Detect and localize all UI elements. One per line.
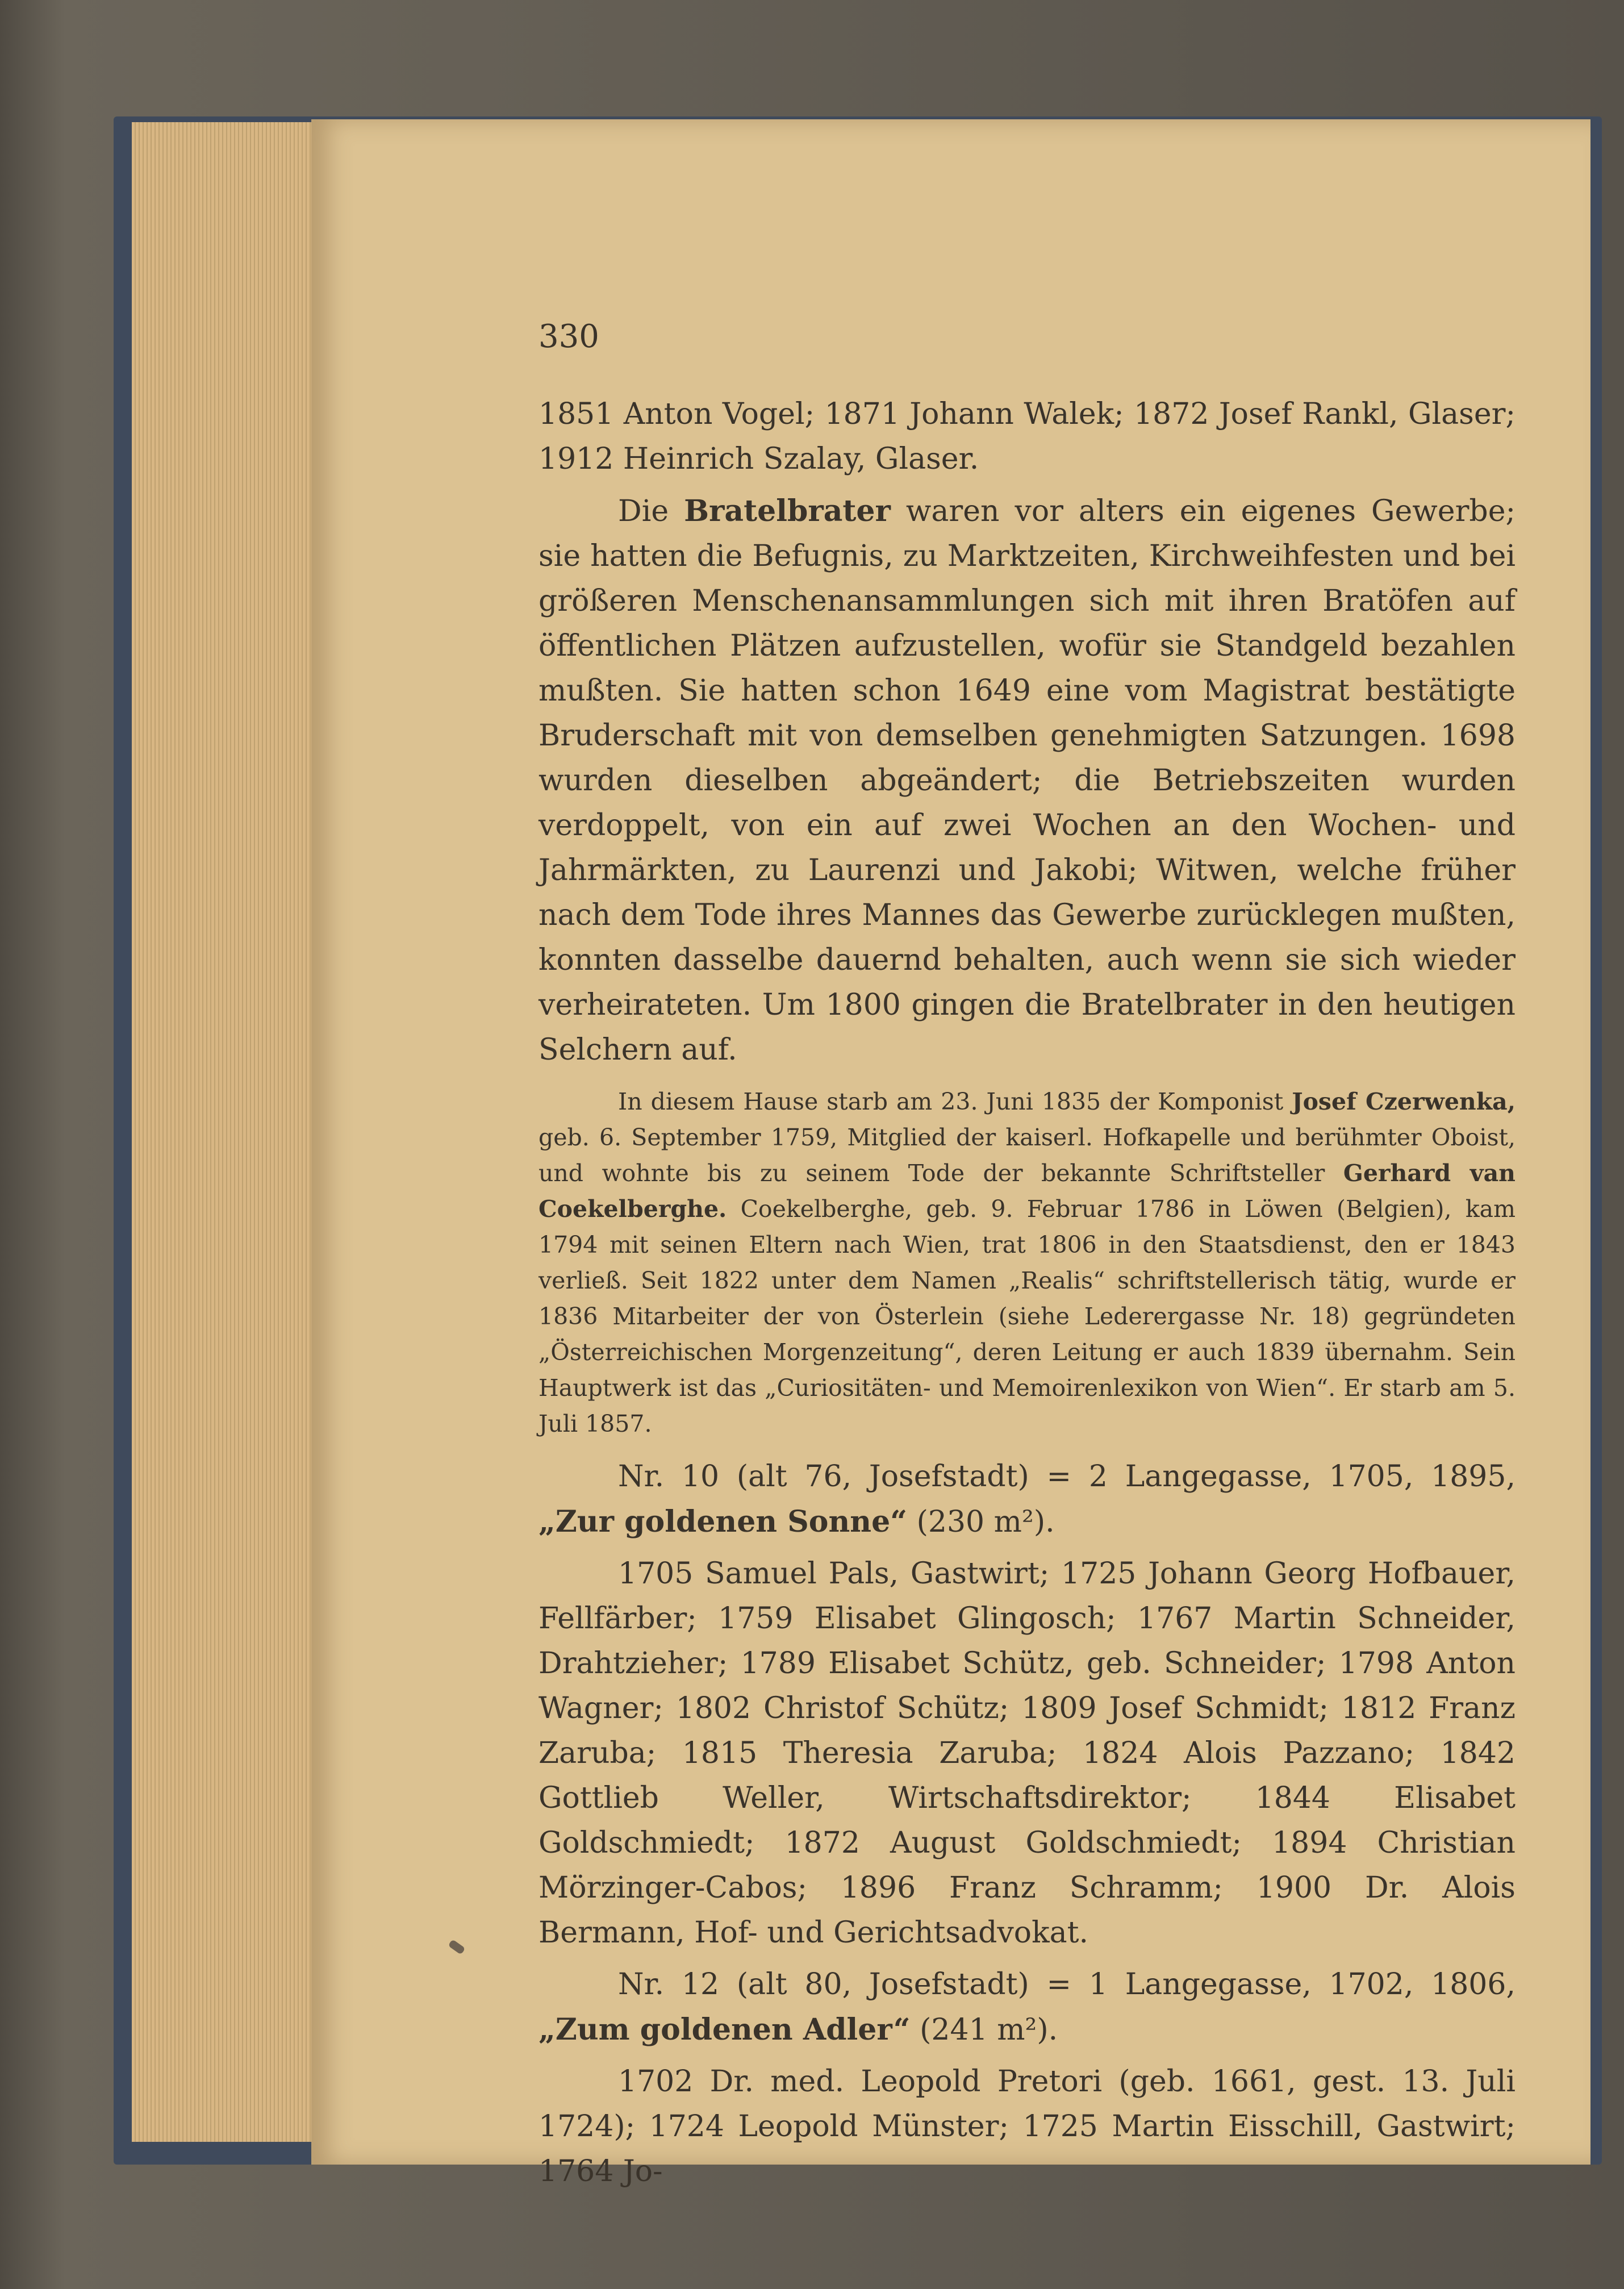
house-name: „Zur goldenen Sonne“ — [538, 1504, 908, 1539]
note-bold-name-1: Josef Czerwenka, — [1292, 1088, 1516, 1115]
page-edges — [132, 122, 325, 2142]
owners-text: 1705 Samuel Pals, Gastwirt; 1725 Johann Georg Hofbauer, Fellfärber; 1759 Elisabet Glingosch; 1767 Martin Schneider, Drahtzieher; 1789 Elisabet Schütz, geb. Schneider; 1798 Anton Wagner; 1802 Christof Schütz; 1809 Josef Schmidt; 1812 Franz Zaruba; 1815 Theresia Zaruba; 1824 Alois Pazzano; 1842 Gottlieb Weller, Wirtschaftsdirektor; 1844 Elisabet Goldschmiedt; 1872 August Goldschmiedt; 1894 Christian Mörzinger-Cabos; 1896 Franz Schramm; 1900 Dr. Alois Bermann, Hof- und Gerichtsadvokat. — [538, 1557, 1516, 1950]
note-text-1: In diesem Hause starb am 23. Juni 1835 der Komponist — [618, 1088, 1292, 1115]
page-text — [538, 392, 1516, 2194]
note-bold-name-2: Gerhard van Coekelberghe. — [538, 1160, 1516, 1223]
entry-area: (241 m²). — [910, 2013, 1058, 2047]
entry-area: (230 m²). — [907, 1505, 1055, 1539]
paragraph-text: 1851 Anton Vogel; 1871 Johann Walek; 1872 Josef Rankl, Glaser; 1912 Heinrich Szalay, Glaser. — [538, 397, 1516, 476]
paragraph-bratelbrater — [538, 489, 1516, 1073]
entry-nr10-heading — [538, 1454, 1516, 1545]
paragraph-glaser-list — [538, 392, 1516, 482]
page-number: 330 — [538, 318, 599, 355]
owners-text: 1702 Dr. med. Leopold Pretori (geb. 1661, gest. 13. Juli 1724); 1724 Leopold Münster; 1725 Martin Eisschill, Gastwirt; 1764 Jo- — [538, 2065, 1516, 2188]
bold-term: Bratelbrater — [684, 494, 891, 528]
entry-nr12-owners — [538, 2059, 1516, 2194]
historical-note — [538, 1084, 1516, 1442]
note-text-3: Coekelberghe, geb. 9. Februar 1786 in Löwen (Belgien), kam 1794 mit seinen Eltern nach Wien, trat 1806 in den Staatsdienst, den er 1843 verließ. Seit 1822 unter dem Namen „Realis“ schriftstellerisch tätig, wurde er 1836 Mitarbeiter der von Österlein (siehe Lederergasse Nr. 18) gegründeten „Österreichischen Morgenzeitung“, deren Leitung er auch 1839 übernahm. Sein Hauptwerk ist das „Curiositäten- und Memoirenlexikon von Wien“. Er starb am 5. Juli 1857. — [538, 1195, 1516, 1437]
entry-nr10-owners — [538, 1552, 1516, 1956]
house-name: „Zum goldenen Adler“ — [538, 2012, 911, 2047]
note-text-2: geb. 6. September 1759, Mitglied der kaiserl. Hofkapelle und berühmter Oboist, und wohnte bis zu seinem Tode der bekannte Schriftsteller — [538, 1124, 1516, 1187]
paragraph-text: waren vor alters ein eigenes Gewerbe; sie hatten die Befugnis, zu Marktzeiten, Kirchweihfesten und bei größeren Menschenansammlungen sich mit ihren Bratöfen auf öffentlichen Plätzen aufzustellen, wofür sie Standgeld bezahlen mußten. Sie hatten schon 1649 eine vom Magistrat bestätigte Bruderschaft mit von demselben genehmigten Satzungen. 1698 wurden dieselben abgeändert; die Betriebszeiten wurden verdoppelt, von ein auf zwei Wochen an den Wochen- und Jahrmärkten, zu Laurenzi und Jakobi; Witwen, welche früher nach dem Tode ihres Mannes das Gewerbe zurücklegen mußten, konnten dasselbe dauernd behalten, auch wenn sie sich wieder verheirateten. Um 1800 gingen die Bratelbrater in den heutigen Selchern auf. — [538, 494, 1516, 1067]
entry-heading-text: Nr. 10 (alt 76, Josefstadt) = 2 Langegasse, 1705, 1895, — [618, 1460, 1516, 1494]
book-page — [311, 119, 1590, 2188]
entry-nr12-heading — [538, 1962, 1516, 2053]
entry-heading-text: Nr. 12 (alt 80, Josefstadt) = 1 Langegasse, 1702, 1806, — [618, 1967, 1516, 2002]
paragraph-lead: Die — [618, 494, 684, 528]
